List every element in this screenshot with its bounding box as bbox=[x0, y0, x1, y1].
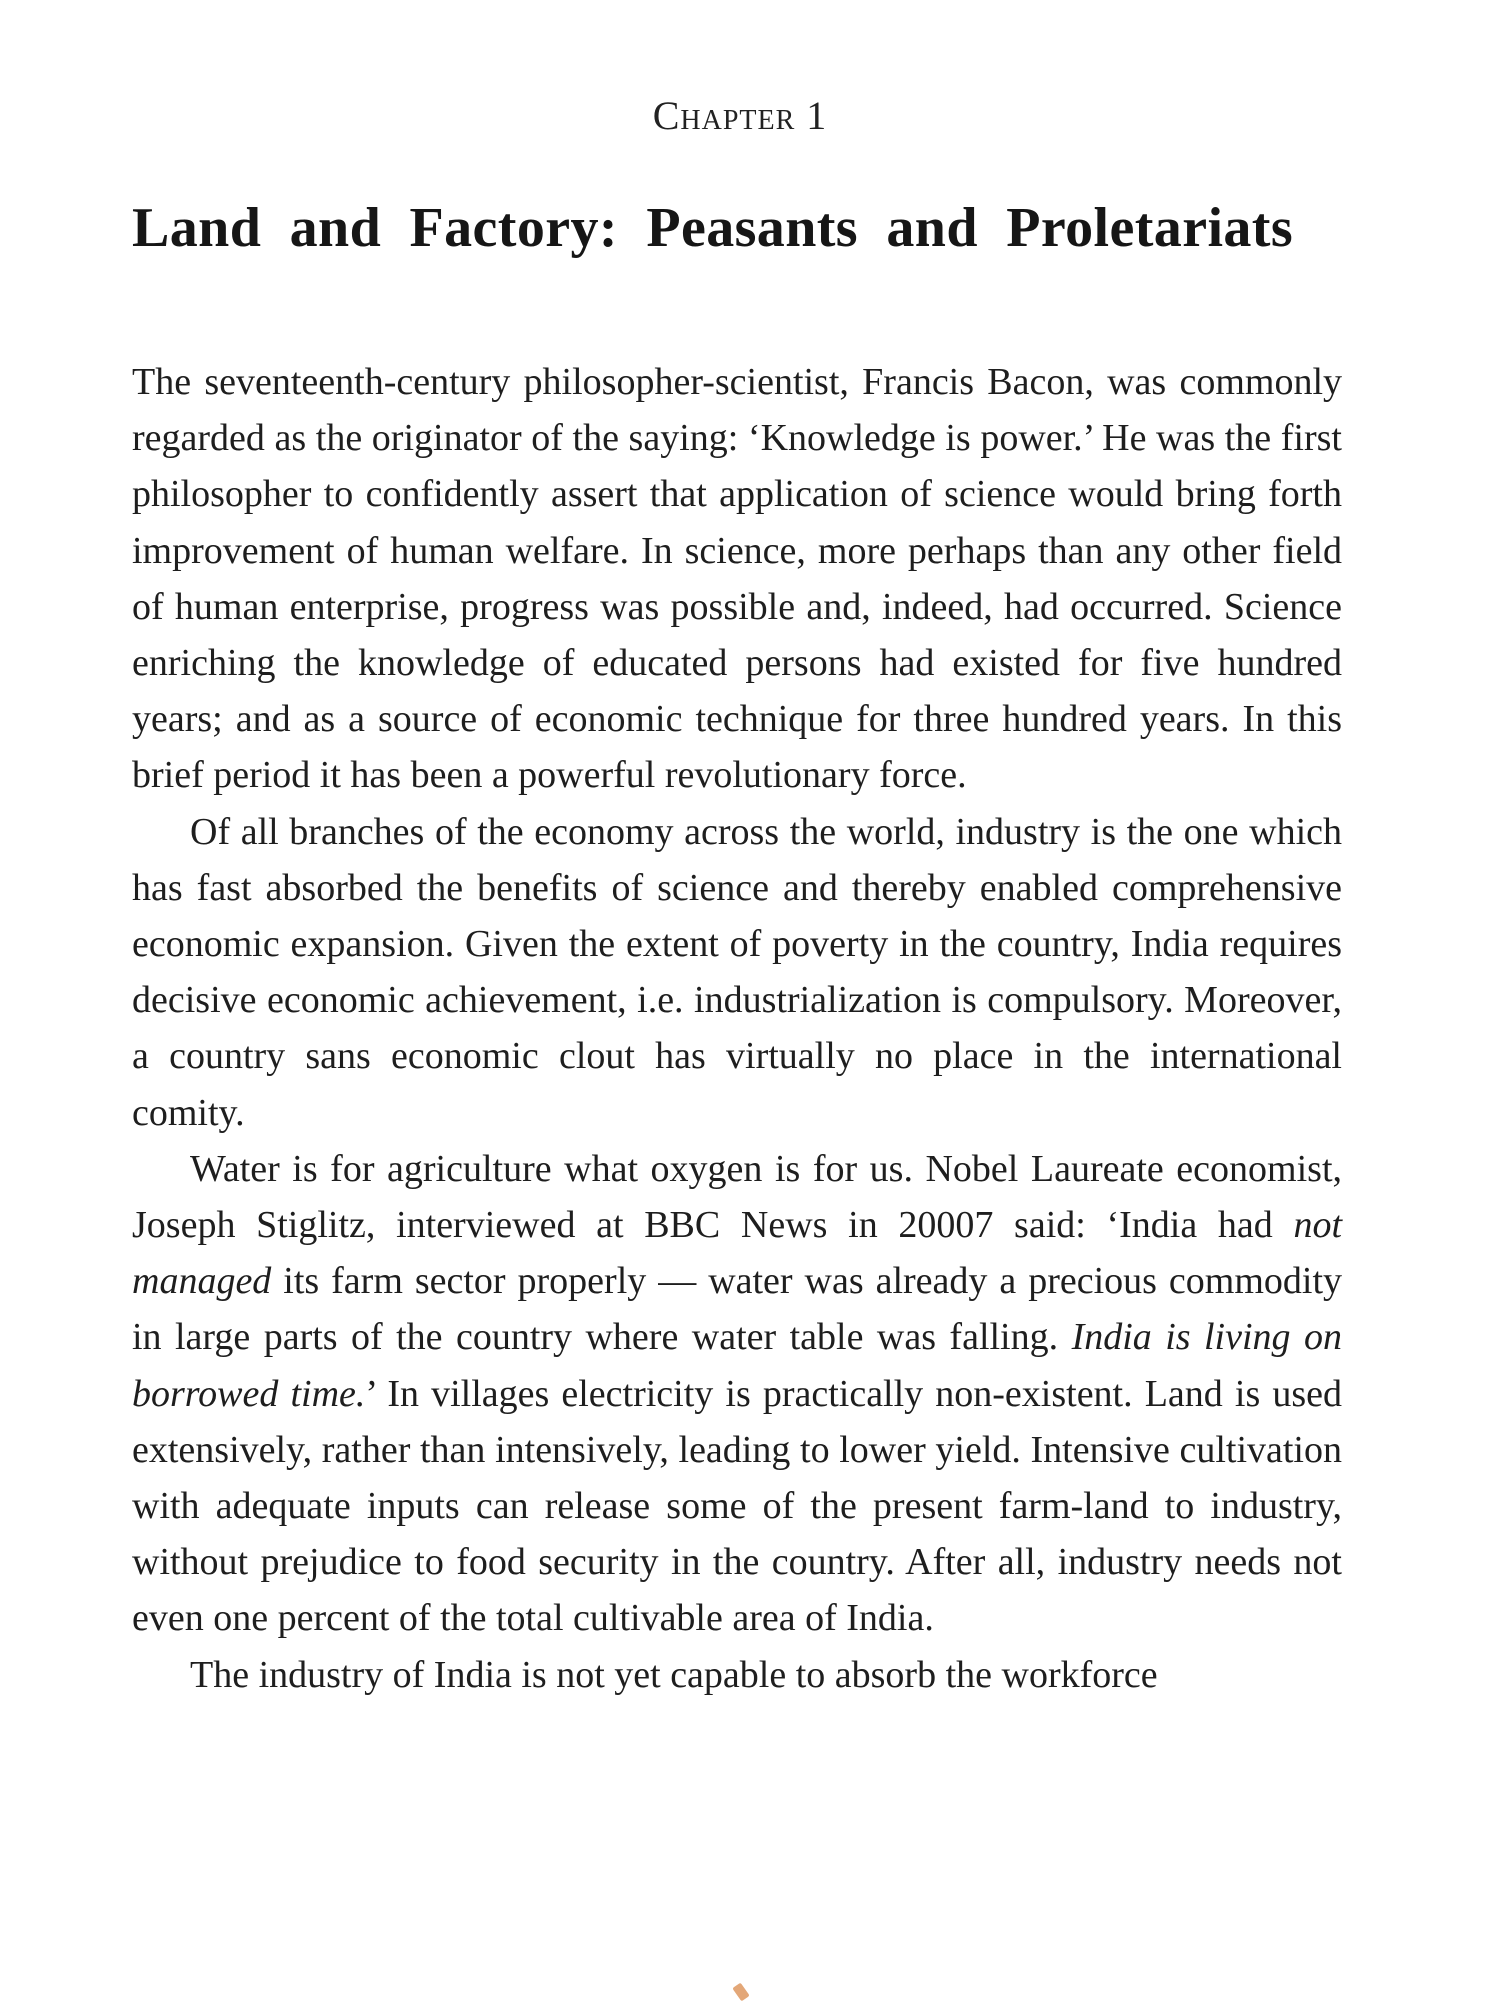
body-text bbox=[132, 354, 1342, 1703]
chapter-label: Chapter 1 bbox=[652, 93, 828, 138]
paragraph-3-part-1: Water is for agriculture what oxygen is for us. Nobel Laureate economist, Joseph Stiglitz, interviewed at BBC News in 20007 said: ‘India had bbox=[132, 1147, 1342, 1247]
chapter-title: Land and Factory: Peasants and Proletariats bbox=[132, 197, 1294, 259]
paragraph-3-part-2: its farm sector properly — water was already a precious commodity in large parts of the country where water table was falling. bbox=[132, 1260, 1342, 1359]
paragraph-3 bbox=[132, 1141, 1342, 1647]
paragraph-3-italic-1: not managed bbox=[132, 1204, 1342, 1303]
paragraph-3-part-3: ’ In villages electricity is practically non-existent. Land is used extensively, rather than intensively, leading to lower yield. Intensive cultivation with adequate inputs can release some of the present farm-land to industry, without prejudice to food security in the country. After all, industry needs not even one percent of the total cultivable area of India. bbox=[132, 1372, 1342, 1640]
paragraph-1: The seventeenth-century philosopher-scientist, Francis Bacon, was commonly regarded as the originator of the saying: ‘Knowledge is power.’ He was the first philosopher to confidently assert that application of science would bring forth improvement of human welfare. In science, more perhaps than any other field of human enterprise, progress was possible and, indeed, had occurred. Science enriching the knowledge of educated persons had existed for five hundred years; and as a source of economic technique for three hundred years. In this brief period it has been a powerful revolutionary force. bbox=[132, 361, 1342, 797]
page-edge-mark bbox=[732, 1983, 749, 2001]
paragraph-3-italic-2: India is living on borrowed time. bbox=[132, 1316, 1342, 1415]
paragraph-4: The industry of India is not yet capable to absorb the workforce bbox=[190, 1653, 1158, 1696]
paragraph-2: Of all branches of the economy across the world, industry is the one which has fast absorbed the benefits of science and thereby enabled comprehensive economic expansion. Given the extent of poverty in the country, India requires decisive economic achievement, i.e. industrialization is compulsory. Moreover, a country sans economic clout has virtually no place in the international comity. bbox=[132, 810, 1342, 1134]
